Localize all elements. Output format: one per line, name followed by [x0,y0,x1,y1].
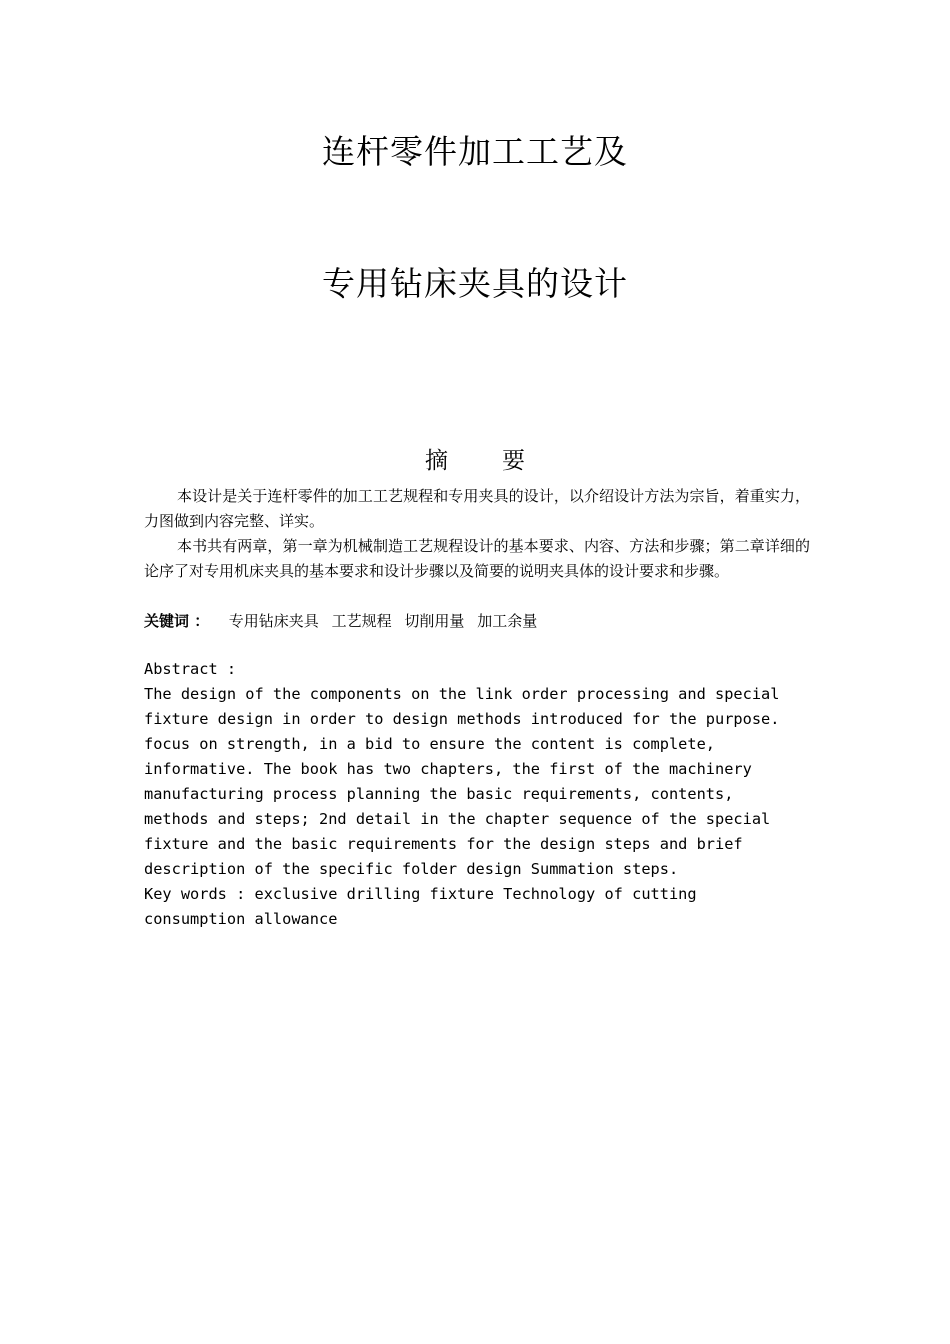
keyword-cn-item: 加工余量 [477,612,538,630]
abstract-en-line: informative. The book has two chapters, the first of the machinery [144,760,752,778]
title-line-1: 连杆零件加工工艺及 [322,132,628,171]
keyword-cn-item: 切削用量 [404,612,465,630]
abstract-en-line: manufacturing process planning the basic requirements, contents, [144,785,734,803]
keywords-cn [144,609,810,634]
abstract-en-line: fixture design in order to design methods introduced for the purpose. [144,710,780,728]
abstract-heading-char-1: 摘 [425,448,448,474]
abstract-cn-heading [0,446,950,476]
abstract-en-body [144,657,814,932]
abstract-en-line: description of the specific folder design Summation steps. [144,860,679,878]
abstract-en-line: methods and steps; 2nd detail in the chapter sequence of the special [144,810,771,828]
abstract-cn-paragraph: 本设计是关于连杆零件的加工工艺规程和专用夹具的设计，以介绍设计方法为宗旨，着重实力，力图做到内容完整、详实。 [144,487,810,530]
abstract-en-heading: Abstract : [144,660,237,678]
keywords-en-line: Key words : exclusive drilling fixture Technology of cutting [144,885,697,903]
keywords-cn-label: 关键词 ： [144,612,210,630]
abstract-en-line: fixture and the basic requirements for the design steps and brief [144,835,743,853]
keyword-cn-item: 专用钻床夹具 [228,612,319,630]
abstract-cn-body [144,484,810,584]
abstract-en-line: focus on strength, in a bid to ensure the content is complete, [144,735,715,753]
abstract-en-line: The design of the components on the link order processing and special [144,685,780,703]
keyword-cn-item: 工艺规程 [331,612,392,630]
abstract-heading-char-2: 要 [502,448,525,474]
abstract-cn-paragraph: 本书共有两章，第一章为机械制造工艺规程设计的基本要求、内容、方法和步骤；第二章详细的论序了对专用机床夹具的基本要求和设计步骤以及简要的说明夹具体的设计要求和步骤。 [144,537,810,580]
title-line-2: 专用钻床夹具的设计 [322,264,628,303]
keywords-en-line: consumption allowance [144,910,338,928]
